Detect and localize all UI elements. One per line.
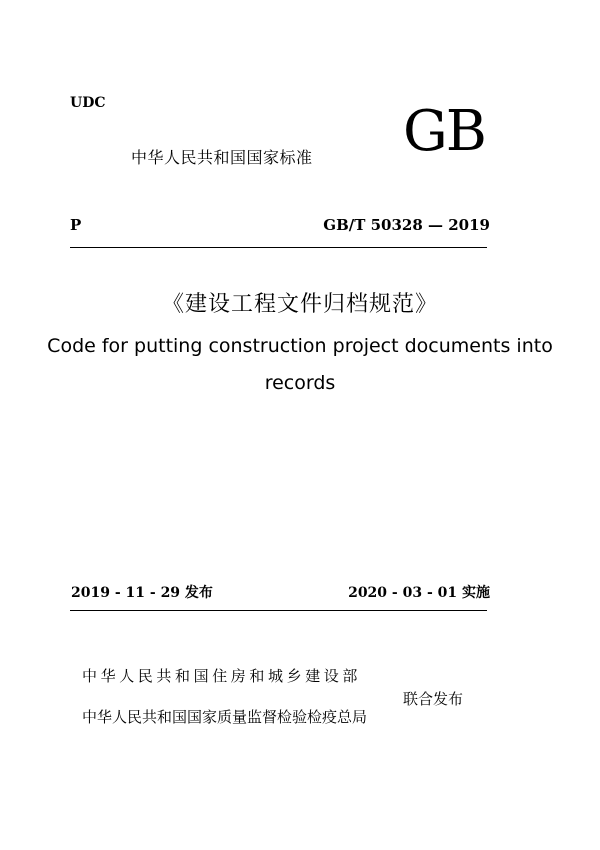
title-english-line1: Code for putting construction project documents into [47, 335, 553, 357]
issue-date: 2019 - 11 - 29 发布 [71, 585, 213, 601]
bottom-divider [70, 610, 487, 611]
classification-code: P [70, 216, 82, 234]
joint-publish-label: 联合发布 [403, 690, 464, 708]
top-divider [70, 247, 487, 248]
implementation-date: 2020 - 03 - 01 实施 [348, 585, 490, 601]
title-english-line2: records [264, 372, 336, 394]
standard-category: 中华人民共和国国家标准 [131, 148, 313, 167]
standard-number: GB/T 50328 — 2019 [323, 216, 490, 234]
publisher-aqsiq: 中华人民共和国国家质量监督检验检疫总局 [82, 708, 368, 726]
publisher-housing-ministry: 中华人民共和国住房和城乡建设部 [82, 667, 362, 685]
title-chinese: 《建设工程文件归档规范》 [161, 292, 438, 317]
udc-label: UDC [70, 95, 106, 111]
gb-logo: GB [403, 99, 485, 164]
